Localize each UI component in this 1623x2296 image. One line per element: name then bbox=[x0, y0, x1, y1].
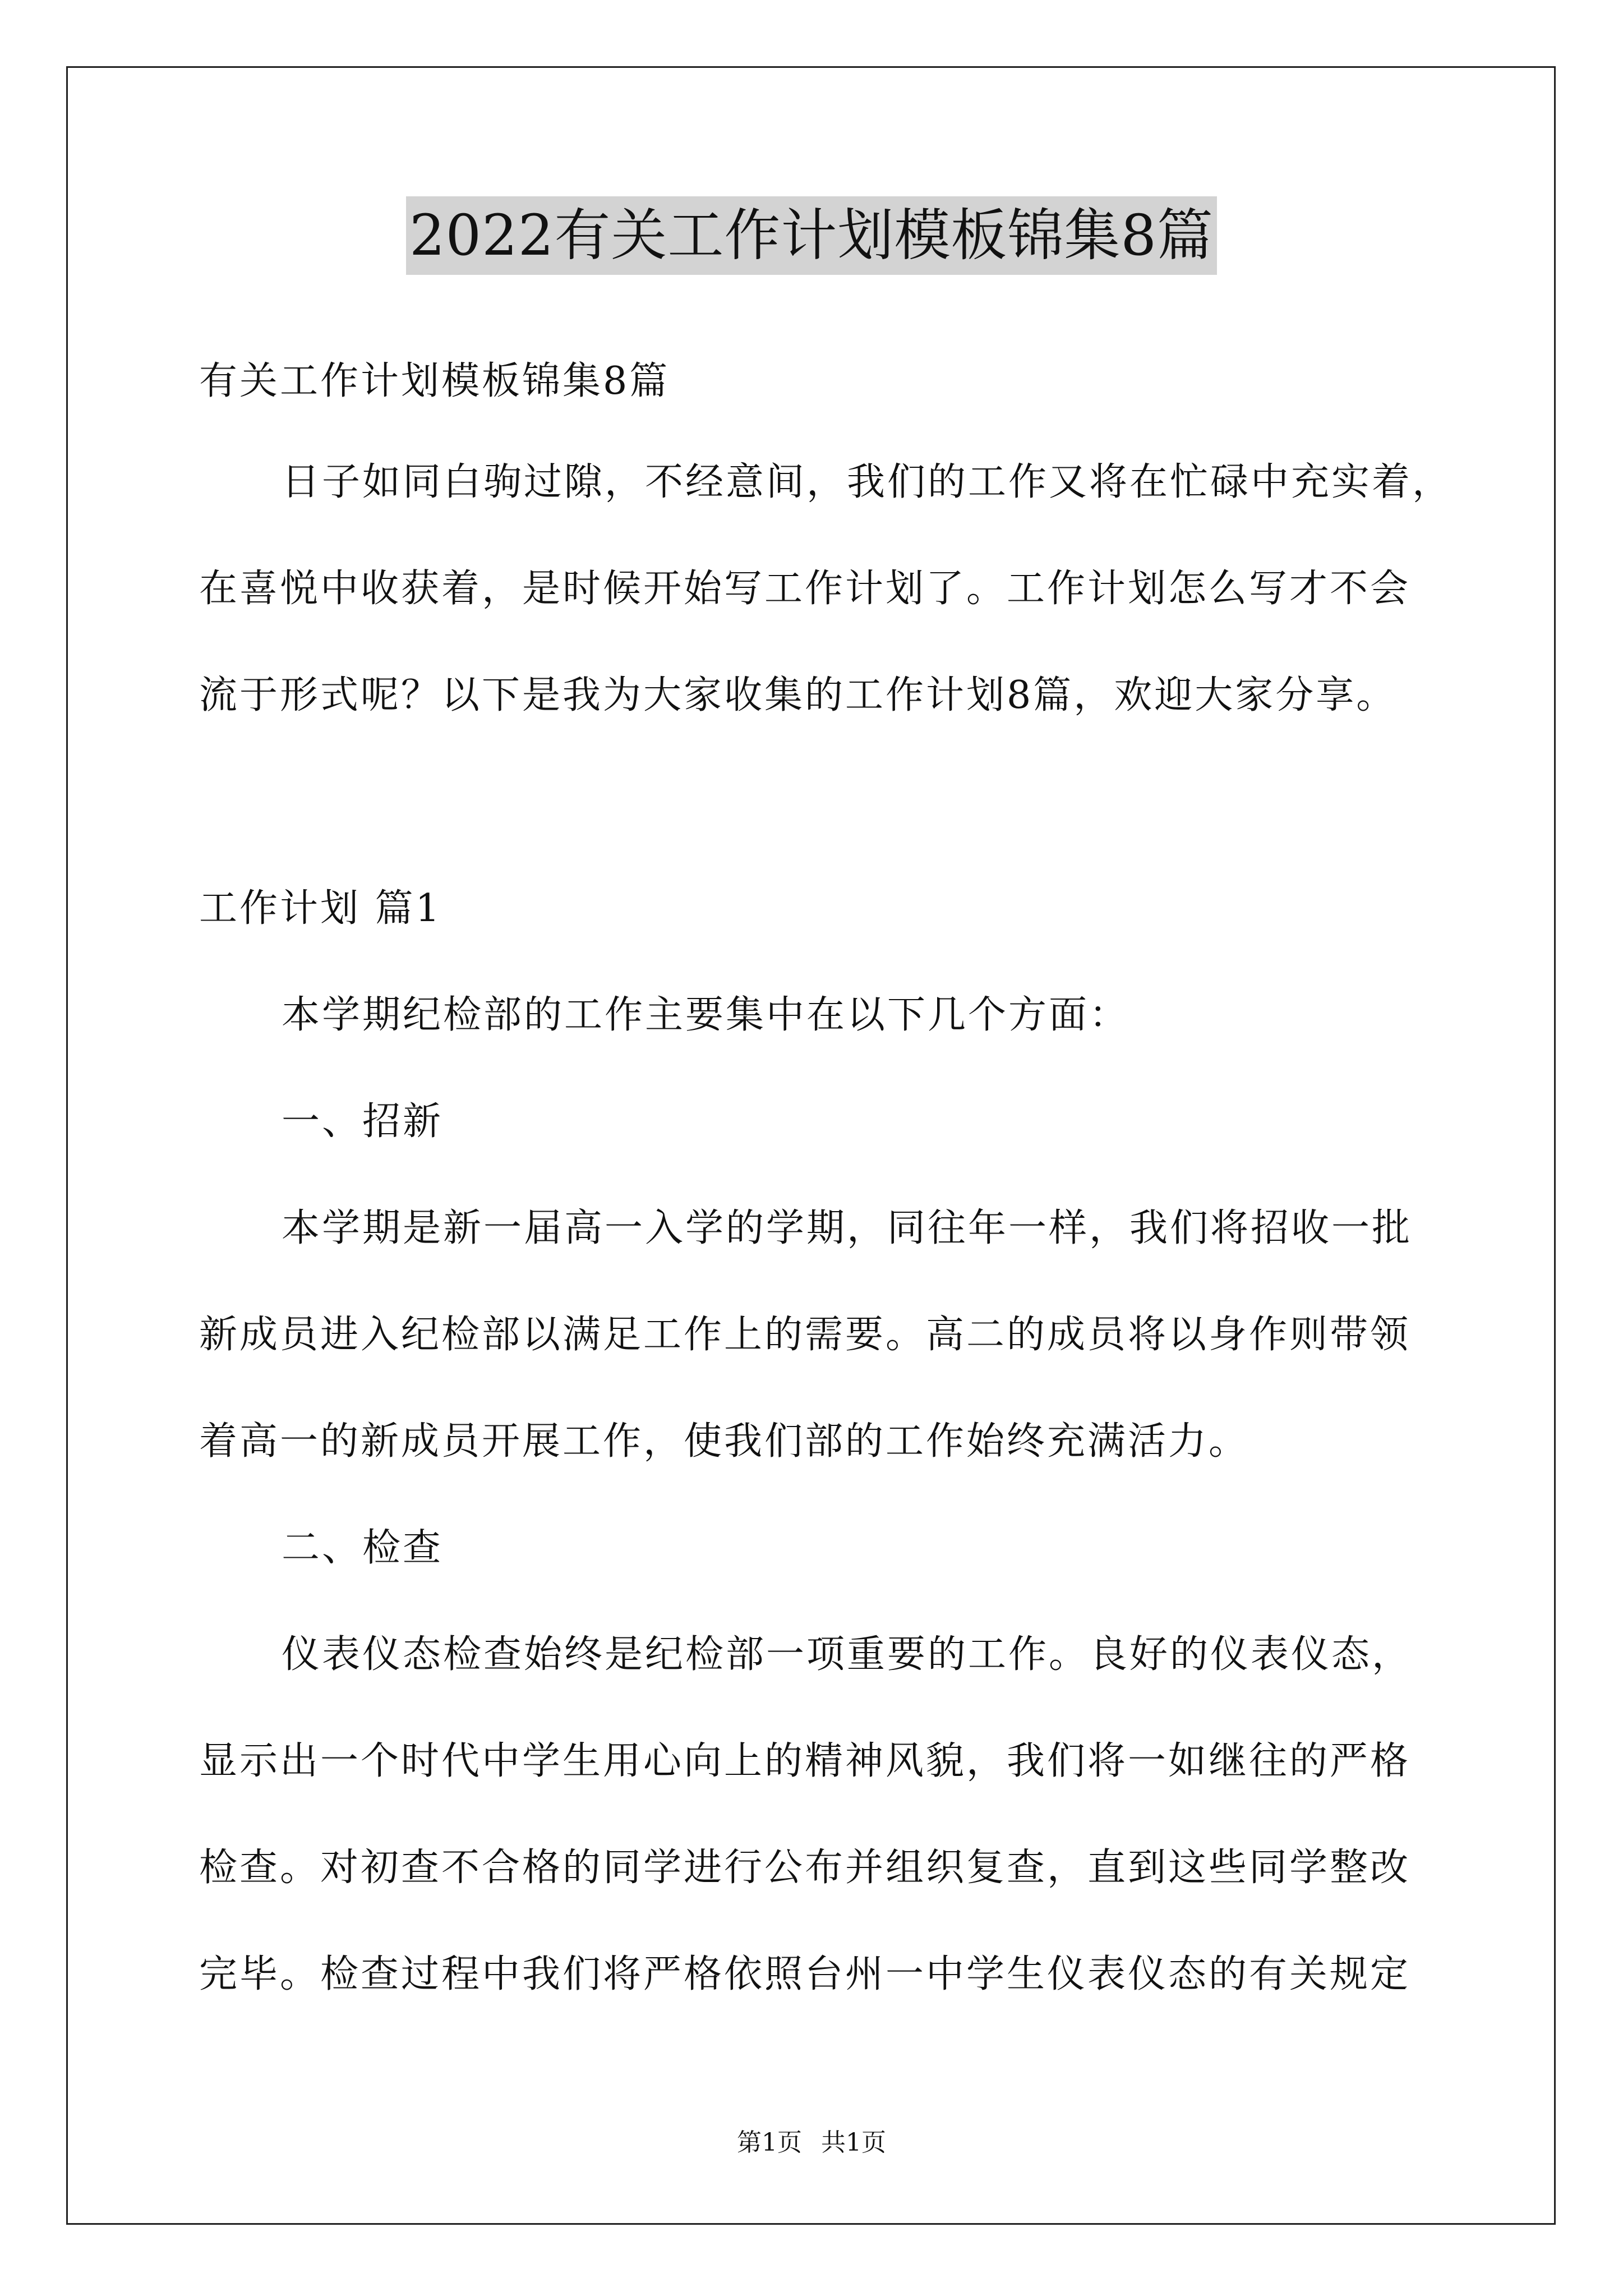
document-title: 2022有关工作计划模板锦集8篇 bbox=[406, 196, 1217, 275]
subtitle-line: 有关工作计划模板锦集8篇 bbox=[199, 359, 670, 403]
paragraph-line: 新成员进入纪检部以满足工作上的需要。高二的成员将以身作则带领 bbox=[199, 1313, 1411, 1357]
paragraph-line: 显示出一个时代中学生用心向上的精神风貌，我们将一如继往的严格 bbox=[199, 1739, 1411, 1783]
paragraph-line: 日子如同白驹过隙，不经意间，我们的工作又将在忙碌中充实着， bbox=[282, 460, 1453, 504]
paragraph-line: 仪表仪态检查始终是纪检部一项重要的工作。良好的仪表仪态， bbox=[282, 1632, 1413, 1677]
paragraph-line: 检查。对初查不合格的同学进行公布并组织复查，直到这些同学整改 bbox=[199, 1846, 1411, 1890]
page-number-total: 共1页 bbox=[821, 2128, 886, 2157]
subheading-line: 一、招新 bbox=[282, 1099, 444, 1144]
paragraph-line: 本学期纪检部的工作主要集中在以下几个方面： bbox=[282, 993, 1130, 1037]
paragraph-line: 着高一的新成员开展工作，使我们部的工作始终充满活力。 bbox=[199, 1419, 1249, 1464]
paragraph-line: 完毕。检查过程中我们将严格依照台州一中学生仪表仪态的有关规定 bbox=[199, 1952, 1411, 1996]
subheading-line: 二、检查 bbox=[282, 1526, 444, 1570]
page-number-current: 第1页 bbox=[737, 2128, 802, 2157]
paragraph-line: 流于形式呢？以下是我为大家收集的工作计划8篇，欢迎大家分享。 bbox=[199, 673, 1397, 717]
page-footer bbox=[0, 2126, 1623, 2160]
title-container bbox=[0, 196, 1623, 275]
paragraph-line: 本学期是新一届高一入学的学期，同往年一样，我们将招收一批 bbox=[282, 1206, 1413, 1250]
section-heading: 工作计划 篇1 bbox=[199, 886, 442, 931]
paragraph-line: 在喜悦中收获着，是时候开始写工作计划了。工作计划怎么写才不会 bbox=[199, 567, 1411, 611]
